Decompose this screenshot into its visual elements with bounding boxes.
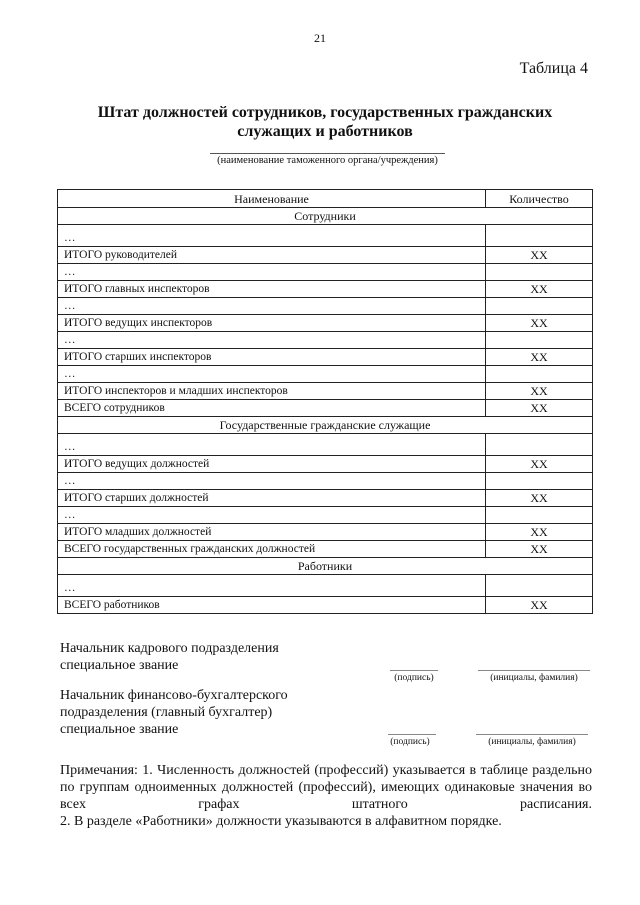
name-line [476, 734, 588, 735]
name-caption: (инициалы, фамилия) [488, 737, 576, 747]
staff-table [57, 189, 593, 614]
name-caption: (инициалы, фамилия) [490, 673, 578, 683]
title-line-1: Штат должностей сотрудников, государственных гражданских [97, 104, 553, 121]
table-row [58, 541, 593, 558]
name-line [478, 670, 590, 671]
section-header-row [58, 417, 593, 434]
row-qty-cell [486, 225, 593, 247]
row-qty-cell: XX [486, 383, 593, 400]
row-qty-cell [486, 575, 593, 597]
table-row [58, 366, 593, 383]
signature-line [388, 734, 436, 735]
title-line-2: служащих и работников [237, 123, 413, 140]
signature-block-hr [60, 640, 279, 674]
signature-block-finance [60, 687, 288, 738]
signature-line [390, 670, 438, 671]
row-name-cell: ВСЕГО работников [58, 597, 486, 614]
table-row [58, 298, 593, 315]
row-name-cell: ИТОГО инспекторов и младших инспекторов [58, 383, 486, 400]
section-title: Государственные гражданские служащие [58, 417, 593, 434]
row-qty-cell: XX [486, 349, 593, 366]
row-name-cell: ИТОГО главных инспекторов [58, 281, 486, 298]
table-row [58, 456, 593, 473]
row-name-cell: … [58, 366, 486, 383]
table-header-row [58, 190, 593, 208]
row-qty-cell [486, 298, 593, 315]
row-name-cell: ИТОГО старших должностей [58, 490, 486, 507]
row-qty-cell [486, 332, 593, 349]
row-name-cell: ИТОГО ведущих инспекторов [58, 315, 486, 332]
signature-caption: (подпись) [390, 737, 430, 747]
row-qty-cell: XX [486, 315, 593, 332]
row-name-cell: … [58, 225, 486, 247]
row-name-cell: ИТОГО старших инспекторов [58, 349, 486, 366]
table-row [58, 524, 593, 541]
table-row [58, 281, 593, 298]
table-row [58, 247, 593, 264]
row-qty-cell: XX [486, 456, 593, 473]
row-qty-cell [486, 473, 593, 490]
row-qty-cell [486, 366, 593, 383]
row-qty-cell: XX [486, 541, 593, 558]
header-qty: Количество [486, 190, 593, 208]
row-name-cell: … [58, 298, 486, 315]
table-row [58, 383, 593, 400]
note-1: Примечания: 1. Численность должностей (профессий) указывается в таблице раздельно по группам одноименных должностей (профессий), имеющих одинаковые значения во всех графах штатного расписания. [60, 763, 592, 812]
row-name-cell: ИТОГО ведущих должностей [58, 456, 486, 473]
row-name-cell: ИТОГО младших должностей [58, 524, 486, 541]
signature-role-line: Начальник кадрового подразделения [60, 641, 279, 656]
row-qty-cell: XX [486, 597, 593, 614]
row-name-cell: … [58, 507, 486, 524]
row-name-cell: ВСЕГО сотрудников [58, 400, 486, 417]
row-qty-cell [486, 434, 593, 456]
table-row [58, 315, 593, 332]
row-qty-cell: XX [486, 400, 593, 417]
row-qty-cell: XX [486, 247, 593, 264]
row-name-cell: … [58, 575, 486, 597]
row-qty-cell: XX [486, 524, 593, 541]
signature-role-line: специальное звание [60, 658, 179, 673]
table-row [58, 264, 593, 281]
row-name-cell: … [58, 264, 486, 281]
row-name-cell: … [58, 434, 486, 456]
page-number: 21 [314, 31, 326, 45]
row-name-cell: ИТОГО руководителей [58, 247, 486, 264]
note-2: 2. В разделе «Работники» должности указываются в алфавитном порядке. [60, 814, 502, 829]
section-header-row [58, 208, 593, 225]
table-row [58, 490, 593, 507]
section-title: Сотрудники [58, 208, 593, 225]
table-label: Таблица 4 [519, 60, 588, 77]
row-name-cell: … [58, 473, 486, 490]
table-row [58, 349, 593, 366]
header-name: Наименование [58, 190, 486, 208]
org-name-caption: (наименование таможенного органа/учреждения) [217, 155, 438, 166]
table-row [58, 575, 593, 597]
table-row [58, 434, 593, 456]
table-row [58, 473, 593, 490]
notes [60, 762, 592, 830]
section-title: Работники [58, 558, 593, 575]
table-row [58, 597, 593, 614]
row-qty-cell [486, 507, 593, 524]
document-title [60, 103, 590, 141]
table-row [58, 400, 593, 417]
table-row [58, 332, 593, 349]
signature-caption: (подпись) [394, 673, 434, 683]
signature-role-line: Начальник финансово-бухгалтерского [60, 688, 288, 703]
signature-role-line: подразделения (главный бухгалтер) [60, 705, 273, 720]
row-name-cell: … [58, 332, 486, 349]
org-name-field-line [210, 153, 445, 154]
row-name-cell: ВСЕГО государственных гражданских должностей [58, 541, 486, 558]
table-row [58, 225, 593, 247]
signature-role-line: специальное звание [60, 722, 179, 737]
row-qty-cell [486, 264, 593, 281]
row-qty-cell: XX [486, 281, 593, 298]
table-row [58, 507, 593, 524]
section-header-row [58, 558, 593, 575]
row-qty-cell: XX [486, 490, 593, 507]
